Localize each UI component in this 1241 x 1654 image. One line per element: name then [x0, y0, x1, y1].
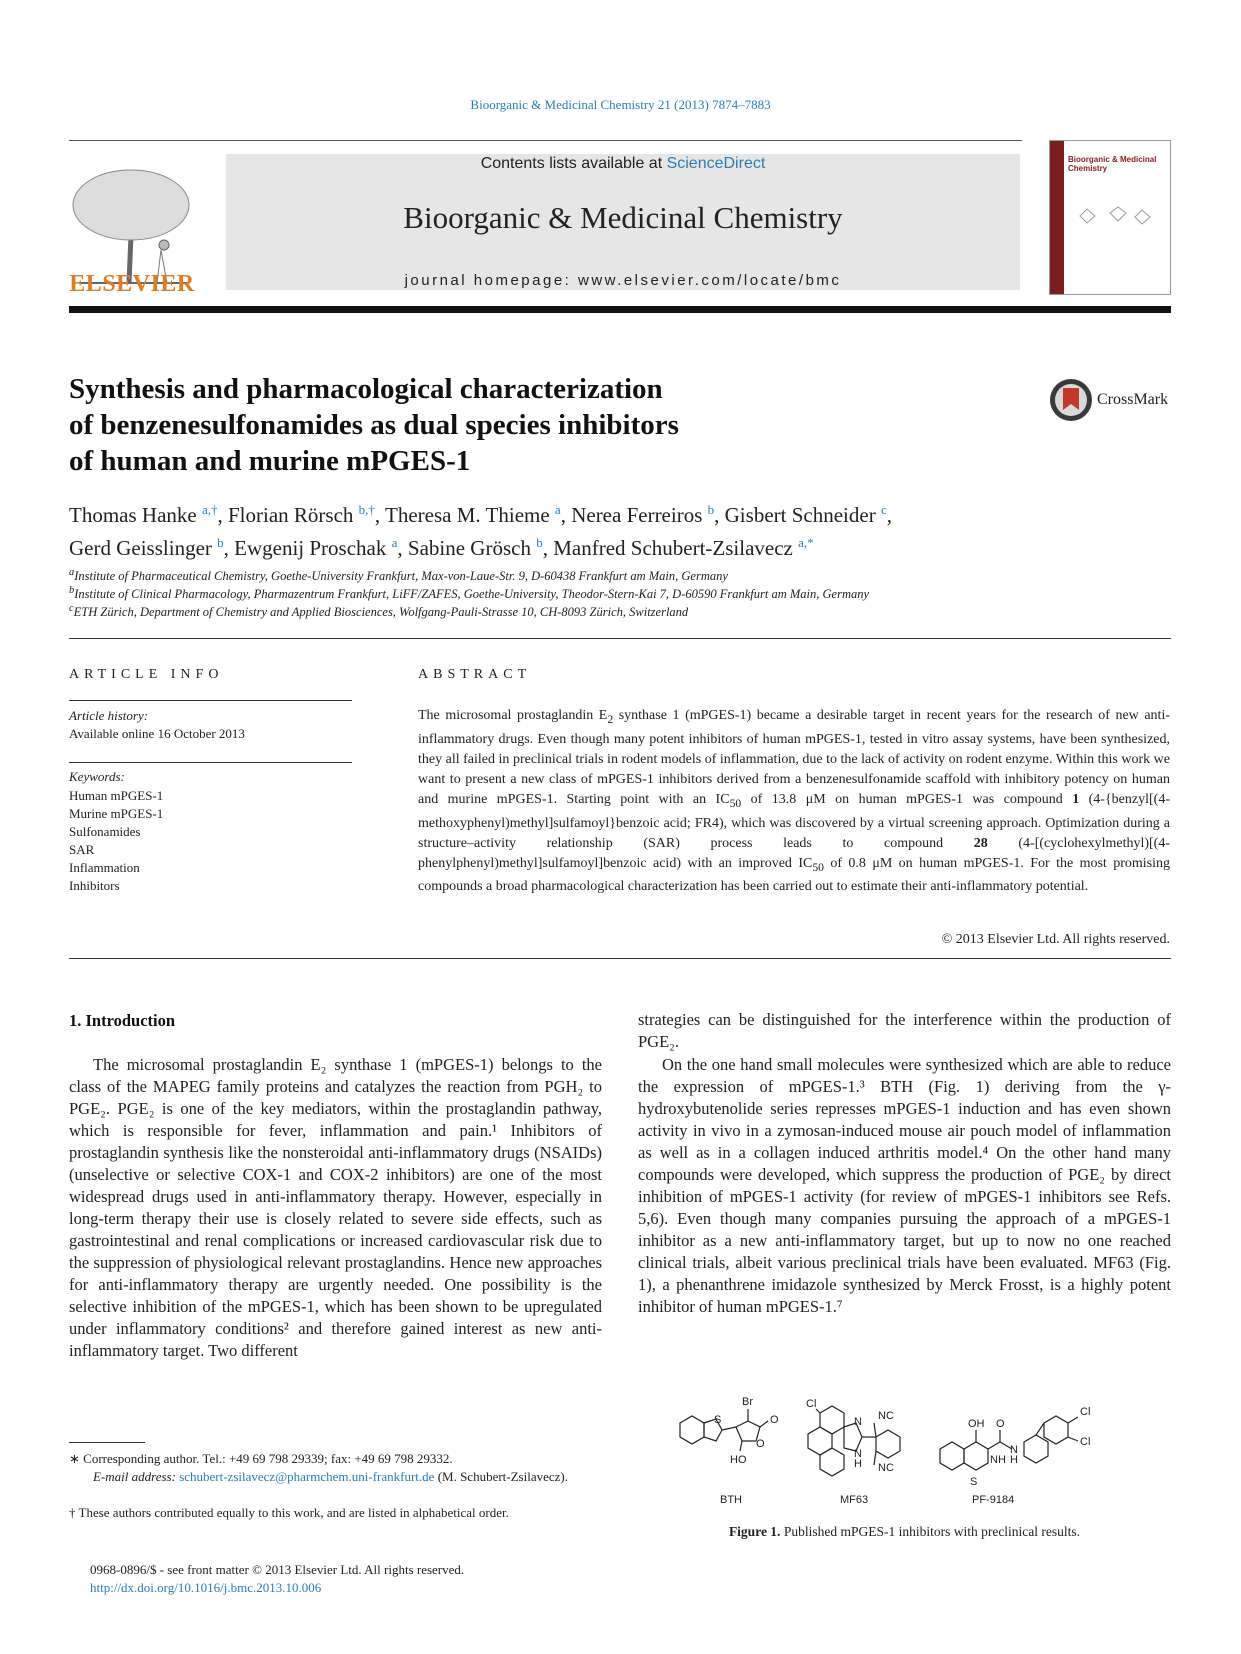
email-link[interactable]: schubert-zsilavecz@pharmchem.uni-frankfurt.de — [179, 1469, 435, 1484]
atom-label: O — [996, 1418, 1005, 1430]
footnote-corresponding: ∗ Corresponding author. Tel.: +49 69 798 29339; fax: +49 69 798 29332. — [69, 1451, 453, 1466]
author-name[interactable]: Gerd Geisslinger — [69, 536, 212, 560]
header-thick-rule — [69, 306, 1171, 313]
affiliation: $^a$Institute of Pharmaceutical Chemistry, Goethe-University Frankfurt, Max-von-Laue-Str. 9, D-60438 Frankfurt am Main, Germany — [69, 567, 728, 584]
author-affil-sup[interactable]: a,* — [798, 535, 814, 550]
atom-label: Br — [742, 1396, 753, 1408]
abstract-copyright: © 2013 Elsevier Ltd. All rights reserved. — [941, 932, 1170, 947]
atom-label: O — [770, 1414, 779, 1426]
structure-label-pf9184: PF-9184 — [972, 1494, 1015, 1506]
author-list: Thomas Hanke $^{a,\dagger}$, Florian Rörsch $^{b,\dagger}$, Theresa M. Thieme $^a$, Nerea Ferreiros $^b$, Gisbert Schneider $^c$, Gerd Geisslinger $^b$, Ewgenij Proschak $^a$, Sabine Grösch $^b$, Manfred Schubert-Zsilavecz $^{a,*}$ — [69, 502, 892, 560]
title-line: of human and murine mPGES-1 — [69, 445, 471, 477]
author-affil-sup[interactable]: b,† — [358, 502, 375, 517]
footnote-equal-contribution: † These authors contributed equally to this work, and are listed in alphabetical order. — [69, 1505, 509, 1520]
author-name[interactable]: Sabine Grösch — [407, 536, 531, 560]
atom-label: NC — [878, 1462, 894, 1474]
cover-title: Bioorganic & Medicinal Chemistry — [1068, 155, 1157, 173]
atom-label: HO — [730, 1454, 747, 1466]
atom-label: NH — [990, 1454, 1006, 1466]
atom-label: O — [756, 1438, 765, 1450]
atom-label: S — [714, 1414, 722, 1426]
keyword: Sulfonamides — [69, 824, 141, 839]
atom-label: OH — [968, 1418, 985, 1430]
author-name[interactable]: Gisbert Schneider — [724, 503, 876, 527]
author-name[interactable]: Ewgenij Proschak — [234, 536, 387, 560]
author-name[interactable]: Florian Rörsch — [228, 503, 354, 527]
author-affil-sup[interactable]: b — [217, 535, 224, 550]
author-affil-sup[interactable]: b — [707, 502, 715, 517]
atom-label: Cl — [806, 1398, 817, 1410]
keyword: SAR — [69, 842, 95, 857]
abstract-heading: ABSTRACT — [418, 667, 532, 682]
author-affil-sup[interactable]: c — [880, 502, 887, 517]
author-name[interactable]: Theresa M. Thieme — [385, 503, 550, 527]
footnote-rule — [69, 1442, 145, 1443]
figure-1-structures — [670, 1385, 1170, 1510]
keywords-label: Keywords: — [69, 769, 125, 784]
intro-right-paragraph: strategies can be distinguished for the interference within the production of PGE₂. — [638, 1010, 1171, 1051]
affiliation: $^b$Institute of Clinical Pharmacology, Pharmazentrum Frankfurt, LiFF/ZAFES, Goethe-University, Theodor-Stern-Kai 7, D-60590 Frankfurt am Main, Germany — [69, 585, 870, 602]
elsevier-wordmark: ELSEVIER — [69, 271, 195, 297]
structure-label-mf63: MF63 — [840, 1494, 869, 1506]
header-rule — [69, 140, 1022, 141]
atom-label: Cl — [1080, 1406, 1091, 1418]
author-affil-sup[interactable]: a — [554, 502, 561, 517]
cover-band — [1050, 141, 1064, 294]
keyword-list — [69, 787, 163, 895]
author-affil-sup[interactable]: b — [536, 535, 543, 550]
history-value: Available online 16 October 2013 — [69, 726, 245, 741]
info-rule — [69, 762, 352, 763]
atom-label: N — [854, 1448, 862, 1460]
keyword: Inhibitors — [69, 878, 120, 893]
author-name[interactable]: Nerea Ferreiros — [571, 503, 703, 527]
crossmark-label[interactable]: CrossMark — [1097, 391, 1169, 408]
abstract-text: The microsomal prostaglandin $E_2$ synthase 1 (mPGES-1) became a desirable target in recent years for the research of new anti-inflammatory drugs. Even though many potent inhibitors of human mPGES-1, tested in vitro assay systems, have been synthesized, they all failed in preclinical trials in rodent models of inflammation, due to the lack of activity on rodent enzyme. Within this work we want to present a new class of mPGES-1 inhibitors derived from a benzenesulfonamide scaffold with inhibitory potency on human and murine mPGES-1. Starting point with an $IC_{50}$ of 13.8 μM on human mPGES-1 was compound 1 (4-{benzyl[(4-methoxyphenyl)methyl]sulfamoyl}benzoic acid; FR4), which was discovered by a virtual screening approach. Optimization during a structure–activity relationship (SAR) process leads to compound 28 (4-[(cyclohexylmethyl)[(4-phenylphenyl)methyl]sulfamoyl]benzoic acid) with an improved $IC_{50}$ of 0.8 μM on human mPGES-1. For the most promising compounds a broad pharmacological characterization has been carried out to estimate their anti-inflammatory potential. — [418, 708, 1170, 895]
keyword: Inflammation — [69, 860, 140, 875]
figure-1-caption: Figure 1. Published mPGES-1 inhibitors with preclinical results. — [728, 1524, 1081, 1539]
contents-line — [226, 155, 1020, 173]
affiliation: $^c$ETH Zürich, Department of Chemistry and Applied Biosciences, Wolfgang-Pauli-Strasse 10, CH-8093 Zürich, Switzerland — [69, 603, 689, 620]
article-info-heading: ARTICLE INFO — [69, 667, 224, 682]
contents-prefix: Contents lists available at — [480, 155, 667, 172]
author-affil-sup[interactable]: a,† — [201, 502, 218, 517]
atom-label: H — [1010, 1454, 1018, 1466]
author-name[interactable]: Thomas Hanke — [69, 503, 197, 527]
journal-citation[interactable]: Bioorganic & Medicinal Chemistry 21 (2013) 7874–7883 — [470, 97, 771, 112]
section-rule — [69, 958, 1171, 959]
atom-label: N — [854, 1416, 862, 1428]
section-rule — [69, 638, 1171, 639]
sciencedirect-link[interactable]: ScienceDirect — [666, 155, 766, 172]
journal-homepage[interactable]: journal homepage: www.elsevier.com/locate/bmc — [404, 272, 842, 289]
atom-label: NC — [878, 1410, 894, 1422]
info-rule — [69, 700, 352, 701]
crossmark-icon[interactable] — [1049, 378, 1093, 422]
keyword: Human mPGES-1 — [69, 788, 164, 803]
intro-left-paragraph: The microsomal prostaglandin E₂ synthase 1 (mPGES-1) belongs to the class of the MAPEG family proteins and catalyzes the reaction from PGH₂ to PGE₂. PGE₂ is one of the key mediators, within the prostaglandin pathway, which is responsible for fever, inflammation and pain.¹ Inhibitors of prostaglandin synthesis like the nonsteroidal anti-inflammatory drugs (NSAIDs) (unselective or selective COX-1 and COX-2 inhibitors) are one of the most widespread drugs used in anti-inflammatory therapy. However, especially in long-term therapy their use is closely related to severe side effects, such as gastrointestinal and renal complications or increased cardiovascular risk due to the suppression of physiological relevant prostaglandins. Hence new approaches for anti-inflammatory therapy are urgently needed. One possibility is the selective inhibition of the mPGES-1, which has been shown to be upregulated under inflammatory conditions² and therefore gained interest as new anti-inflammatory target. Two different — [69, 1055, 602, 1360]
footnote-email: E-mail address: schubert-zsilavecz@pharmchem.uni-frankfurt.de (M. Schubert-Zsilavecz). — [93, 1469, 568, 1484]
article-title — [69, 371, 969, 479]
journal-title: Bioorganic & Medicinal Chemistry — [403, 200, 843, 235]
history-label: Article history: — [69, 708, 149, 723]
atom-label: Cl — [1080, 1436, 1091, 1448]
author-name[interactable]: Manfred Schubert-Zsilavecz — [553, 536, 793, 560]
title-line: of benzenesulfonamides as dual species inhibitors — [69, 409, 679, 441]
intro-heading: 1. Introduction — [69, 1011, 176, 1030]
doi-link[interactable]: http://dx.doi.org/10.1016/j.bmc.2013.10.006 — [90, 1580, 322, 1595]
intro-right-paragraph: On the one hand small molecules were synthesized which are able to reduce the expression of mPGES-1.³ BTH (Fig. 1) deriving from the γ-hydroxybutenolide series represses mPGES-1 induction and has even shown activity in vivo in a zymosan-induced mouse air pouch model of inflammation as well as in a collagen induced arthritis model.⁴ On the other hand many compounds were developed, which suppress the production of PGE₂ by direct inhibition of mPGES-1 activity (for review of mPGES-1 inhibitors see Refs. 5,6). Even though many companies pursuing the approach of a mPGES-1 inhibitor as a new anti-inflammatory target, but up to now no one reached clinical trials, albeit various preclinical trials have been evaluated. MF63 (Fig. 1), a phenanthrene imidazole synthesized by Merck Frosst, is a highly potent inhibitor of human mPGES-1.⁷ — [638, 1055, 1171, 1316]
issn-line: 0968-0896/$ - see front matter © 2013 Elsevier Ltd. All rights reserved. — [90, 1562, 465, 1577]
keyword: Murine mPGES-1 — [69, 806, 164, 821]
journal-cover-thumbnail[interactable] — [1049, 140, 1171, 295]
atom-label: N — [1010, 1444, 1018, 1456]
cover-molecule-icon — [1070, 201, 1160, 231]
author-affil-sup[interactable]: a — [391, 535, 398, 550]
title-line: Synthesis and pharmacological characterization — [69, 373, 663, 405]
structure-label-bth: BTH — [720, 1494, 742, 1506]
atom-label: S — [970, 1476, 978, 1488]
atom-label: H — [854, 1458, 862, 1470]
